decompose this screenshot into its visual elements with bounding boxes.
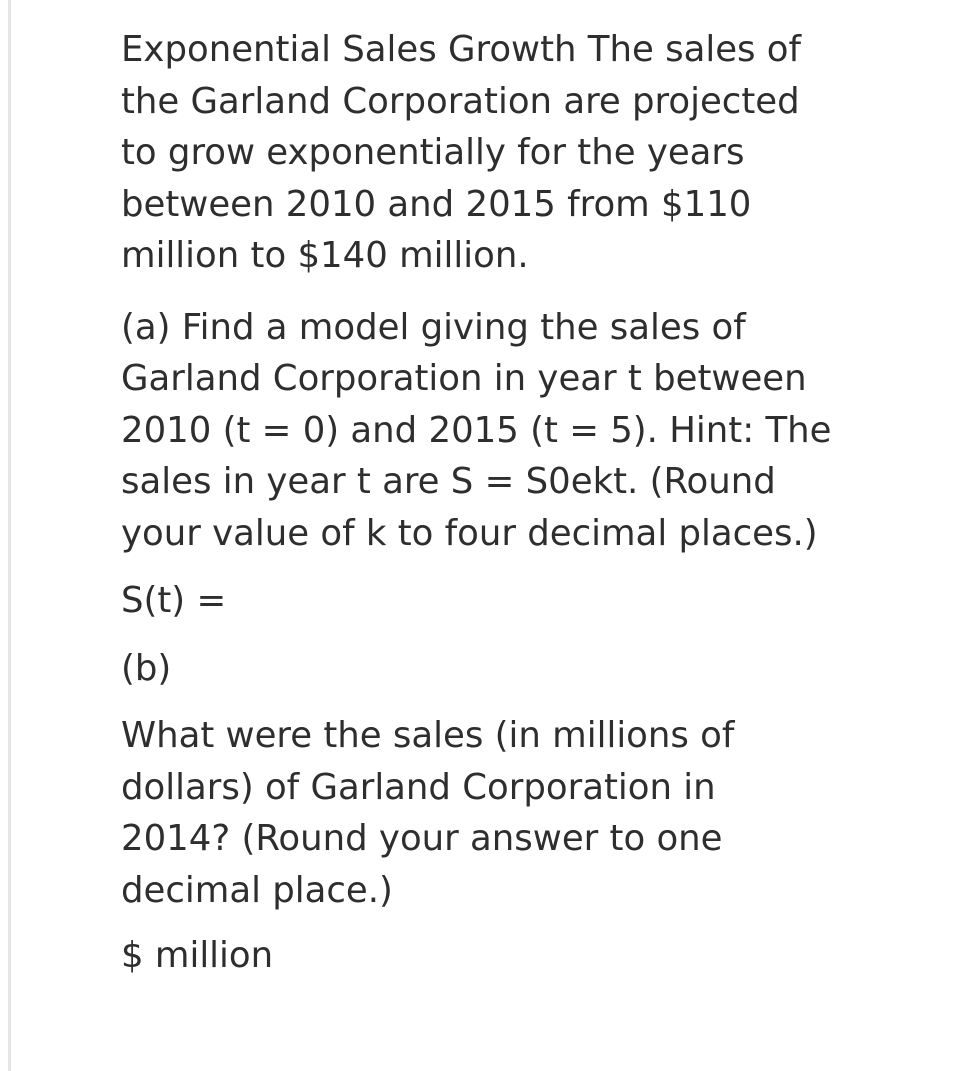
part-a-question: (a) Find a model giving the sales of Garland Corporation in year t between 2010 (t = 0) and 2015 (t = 5). Hint: The sales in year t are S = S0ekt. (Round your value of k to four decimal places.) [121, 306, 832, 554]
answer-b-label: $ million [121, 935, 274, 976]
problem-content [121, 24, 921, 982]
problem-intro: Exponential Sales Growth The sales of the Garland Corporation are projected to grow exponentially for the years between 2010 and 2015 from $110 million to $140 million. [121, 29, 802, 276]
answer-a-label: S(t) = [121, 580, 227, 621]
answer-a-row [121, 575, 921, 627]
part-b-label: (b) [121, 647, 172, 689]
answer-b-row [121, 930, 921, 982]
part-b-question: What were the sales (in millions of dollars) of Garland Corporation in 2014? (Round your answer to one decimal place.) [121, 715, 735, 911]
page-left-border [8, 0, 11, 1071]
